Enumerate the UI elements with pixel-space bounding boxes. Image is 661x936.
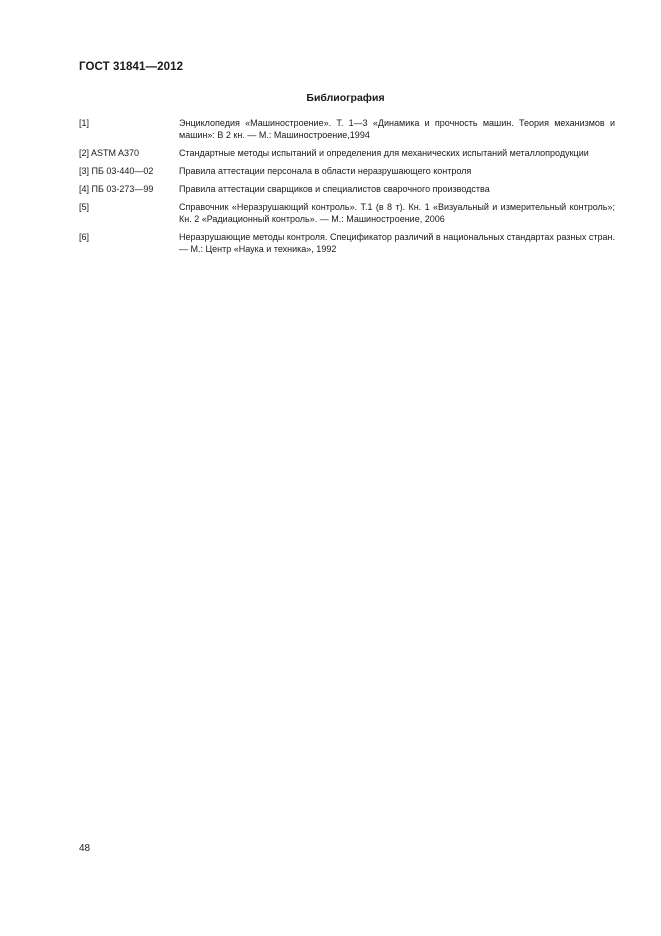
bibliography-entry (79, 183, 615, 195)
bibliography-text: Неразрушающие методы контроля. Спецификатор различий в национальных стандартах разных стран. — М.: Центр «Наука и техника», 1992 (179, 232, 615, 254)
page-number: 48 (79, 843, 91, 854)
bibliography-ref: [4] ПБ 03-273—99 (79, 184, 154, 194)
bibliography-ref: [3] ПБ 03-440—02 (79, 166, 154, 176)
bibliography-ref: [2] ASTM A370 (79, 148, 140, 158)
bibliography-entry (79, 231, 615, 255)
bibliography-entry (79, 147, 615, 159)
bibliography-text: Энциклопедия «Машиностроение». Т. 1—3 «Динамика и прочность машин. Теория механизмов и машин»: В 2 кн. — М.: Машиностроение,1994 (179, 118, 615, 140)
bibliography-text: Правила аттестации сварщиков и специалистов сварочного производства (179, 184, 490, 194)
bibliography-entry (79, 165, 615, 177)
bibliography-entry (79, 201, 615, 225)
bibliography-entry (79, 117, 615, 141)
bibliography-title: Библиография (306, 92, 385, 104)
bibliography-text: Справочник «Неразрушающий контроль». Т.1 (в 8 т). Кн. 1 «Визуальный и измерительный контроль»; Кн. 2 «Радиационный контроль». — М.: Машиностроение, 2006 (179, 202, 615, 224)
bibliography-ref: [1] (79, 118, 90, 128)
bibliography-ref: [6] (79, 232, 90, 242)
bibliography-text: Стандартные методы испытаний и определения для механических испытаний металлопродукции (179, 148, 589, 158)
document-code: ГОСТ 31841—2012 (79, 61, 184, 73)
bibliography-text: Правила аттестации персонала в области неразрушающего контроля (179, 166, 472, 176)
bibliography-ref: [5] (79, 202, 90, 212)
bibliography-list (79, 117, 615, 261)
